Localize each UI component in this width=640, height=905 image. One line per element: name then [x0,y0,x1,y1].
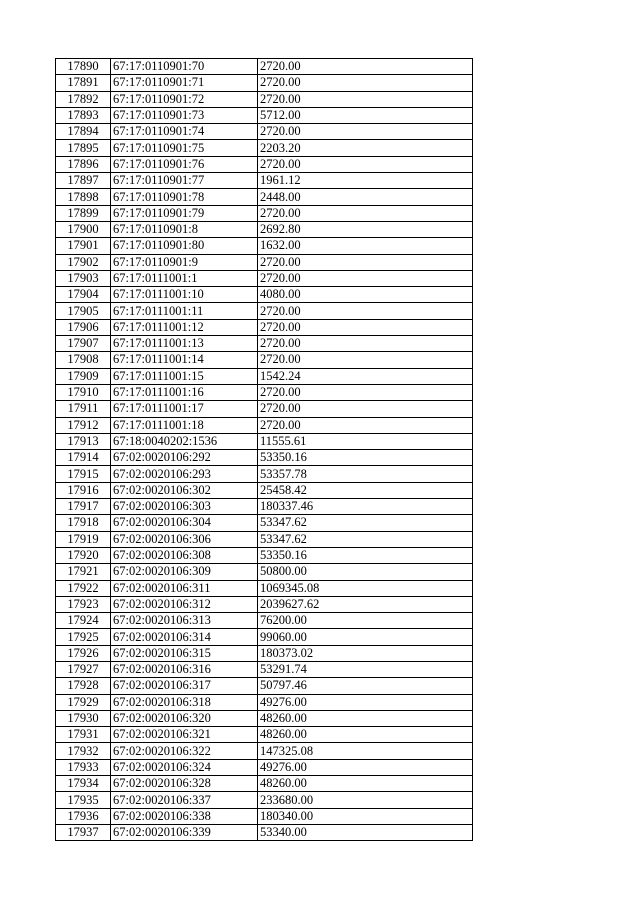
value-cell: 4080.00 [258,287,473,303]
table-row [56,759,473,775]
row-number-cell: 17908 [56,352,111,368]
value-cell: 99060.00 [258,629,473,645]
value-cell: 2720.00 [258,124,473,140]
cadastral-number-cell: 67:17:0110901:76 [111,156,258,172]
row-number-cell: 17896 [56,156,111,172]
value-cell: 5712.00 [258,107,473,123]
cadastral-number-cell: 67:17:0110901:8 [111,221,258,237]
value-cell: 2720.00 [258,270,473,286]
value-cell: 48260.00 [258,710,473,726]
value-cell: 180337.46 [258,499,473,515]
cadastral-number-cell: 67:17:0110901:9 [111,254,258,270]
value-cell: 53357.78 [258,466,473,482]
table-row [56,613,473,629]
cadastral-number-cell: 67:17:0110901:74 [111,124,258,140]
value-cell: 53291.74 [258,661,473,677]
table-row [56,645,473,661]
row-number-cell: 17894 [56,124,111,140]
cadastral-number-cell: 67:02:0020106:320 [111,710,258,726]
value-cell: 1632.00 [258,238,473,254]
table-row [56,596,473,612]
row-number-cell: 17933 [56,759,111,775]
row-number-cell: 17898 [56,189,111,205]
data-table [55,58,473,841]
table-row [56,824,473,840]
table-row [56,336,473,352]
value-cell: 180340.00 [258,808,473,824]
row-number-cell: 17893 [56,107,111,123]
cadastral-number-cell: 67:02:0020106:304 [111,515,258,531]
value-cell: 49276.00 [258,759,473,775]
row-number-cell: 17903 [56,270,111,286]
row-number-cell: 17920 [56,547,111,563]
table-row [56,384,473,400]
value-cell: 76200.00 [258,613,473,629]
row-number-cell: 17910 [56,384,111,400]
table-row [56,287,473,303]
cadastral-number-cell: 67:02:0020106:302 [111,482,258,498]
cadastral-number-cell: 67:02:0020106:311 [111,580,258,596]
table-row [56,482,473,498]
table-row [56,270,473,286]
value-cell: 53347.62 [258,515,473,531]
table-row [56,75,473,91]
table-row [56,91,473,107]
value-cell: 2720.00 [258,401,473,417]
row-number-cell: 17907 [56,336,111,352]
table-row [56,564,473,580]
value-cell: 11555.61 [258,433,473,449]
cadastral-number-cell: 67:02:0020106:312 [111,596,258,612]
table-row [56,107,473,123]
row-number-cell: 17904 [56,287,111,303]
cadastral-number-cell: 67:17:0111001:10 [111,287,258,303]
row-number-cell: 17917 [56,499,111,515]
cadastral-number-cell: 67:02:0020106:315 [111,645,258,661]
cadastral-number-cell: 67:17:0110901:73 [111,107,258,123]
value-cell: 2720.00 [258,75,473,91]
value-cell: 1542.24 [258,368,473,384]
cadastral-number-cell: 67:02:0020106:337 [111,792,258,808]
value-cell: 53347.62 [258,531,473,547]
row-number-cell: 17928 [56,678,111,694]
value-cell: 2448.00 [258,189,473,205]
value-cell: 233680.00 [258,792,473,808]
row-number-cell: 17897 [56,173,111,189]
cadastral-number-cell: 67:18:0040202:1536 [111,433,258,449]
table-row [56,743,473,759]
row-number-cell: 17902 [56,254,111,270]
value-cell: 2720.00 [258,59,473,75]
table-row [56,727,473,743]
value-cell: 2720.00 [258,336,473,352]
row-number-cell: 17901 [56,238,111,254]
row-number-cell: 17937 [56,824,111,840]
row-number-cell: 17935 [56,792,111,808]
value-cell: 2720.00 [258,384,473,400]
value-cell: 48260.00 [258,727,473,743]
row-number-cell: 17900 [56,221,111,237]
value-cell: 53350.16 [258,547,473,563]
row-number-cell: 17918 [56,515,111,531]
value-cell: 1961.12 [258,173,473,189]
table-row [56,140,473,156]
table-row [56,319,473,335]
value-cell: 180373.02 [258,645,473,661]
table-row [56,466,473,482]
cadastral-number-cell: 67:17:0110901:78 [111,189,258,205]
row-number-cell: 17915 [56,466,111,482]
table-row [56,629,473,645]
row-number-cell: 17926 [56,645,111,661]
cadastral-number-cell: 67:02:0020106:293 [111,466,258,482]
row-number-cell: 17911 [56,401,111,417]
row-number-cell: 17912 [56,417,111,433]
table-row [56,547,473,563]
table-row [56,450,473,466]
cadastral-number-cell: 67:17:0110901:79 [111,205,258,221]
row-number-cell: 17916 [56,482,111,498]
row-number-cell: 17931 [56,727,111,743]
row-number-cell: 17925 [56,629,111,645]
table-row [56,205,473,221]
value-cell: 50800.00 [258,564,473,580]
cadastral-number-cell: 67:02:0020106:317 [111,678,258,694]
value-cell: 2720.00 [258,352,473,368]
cadastral-number-cell: 67:02:0020106:328 [111,776,258,792]
value-cell: 48260.00 [258,776,473,792]
table-row [56,401,473,417]
value-cell: 2692.80 [258,221,473,237]
row-number-cell: 17932 [56,743,111,759]
value-cell: 49276.00 [258,694,473,710]
row-number-cell: 17927 [56,661,111,677]
table-row [56,124,473,140]
table-row [56,433,473,449]
row-number-cell: 17891 [56,75,111,91]
row-number-cell: 17906 [56,319,111,335]
value-cell: 2720.00 [258,156,473,172]
value-cell: 53350.16 [258,450,473,466]
value-cell: 2720.00 [258,205,473,221]
value-cell: 2039627.62 [258,596,473,612]
row-number-cell: 17936 [56,808,111,824]
cadastral-number-cell: 67:17:0111001:15 [111,368,258,384]
table-row [56,352,473,368]
cadastral-number-cell: 67:02:0020106:324 [111,759,258,775]
table-row [56,173,473,189]
cadastral-number-cell: 67:02:0020106:308 [111,547,258,563]
row-number-cell: 17930 [56,710,111,726]
table-row [56,417,473,433]
cadastral-number-cell: 67:02:0020106:314 [111,629,258,645]
cadastral-number-cell: 67:17:0111001:11 [111,303,258,319]
cadastral-number-cell: 67:02:0020106:303 [111,499,258,515]
value-cell: 53340.00 [258,824,473,840]
cadastral-number-cell: 67:02:0020106:322 [111,743,258,759]
table-row [56,808,473,824]
cadastral-number-cell: 67:02:0020106:313 [111,613,258,629]
table-row [56,515,473,531]
table-row [56,59,473,75]
row-number-cell: 17899 [56,205,111,221]
row-number-cell: 17921 [56,564,111,580]
cadastral-number-cell: 67:17:0110901:75 [111,140,258,156]
value-cell: 2203.20 [258,140,473,156]
cadastral-number-cell: 67:17:0111001:1 [111,270,258,286]
table-row [56,531,473,547]
row-number-cell: 17924 [56,613,111,629]
row-number-cell: 17914 [56,450,111,466]
cadastral-number-cell: 67:02:0020106:339 [111,824,258,840]
table-row [56,254,473,270]
cadastral-number-cell: 67:02:0020106:318 [111,694,258,710]
cadastral-number-cell: 67:02:0020106:309 [111,564,258,580]
row-number-cell: 17913 [56,433,111,449]
cadastral-number-cell: 67:17:0111001:16 [111,384,258,400]
table-row [56,156,473,172]
cadastral-number-cell: 67:17:0111001:14 [111,352,258,368]
table-row [56,368,473,384]
table-row [56,238,473,254]
table-row [56,221,473,237]
row-number-cell: 17919 [56,531,111,547]
value-cell: 2720.00 [258,91,473,107]
row-number-cell: 17922 [56,580,111,596]
table-row [56,303,473,319]
cadastral-number-cell: 67:02:0020106:316 [111,661,258,677]
row-number-cell: 17909 [56,368,111,384]
cadastral-number-cell: 67:17:0110901:72 [111,91,258,107]
value-cell: 2720.00 [258,417,473,433]
cadastral-number-cell: 67:17:0110901:70 [111,59,258,75]
cadastral-number-cell: 67:17:0110901:80 [111,238,258,254]
cadastral-number-cell: 67:02:0020106:321 [111,727,258,743]
table-row [56,694,473,710]
table-row [56,792,473,808]
table-row [56,580,473,596]
table-row [56,661,473,677]
cadastral-number-cell: 67:17:0110901:71 [111,75,258,91]
cadastral-number-cell: 67:17:0111001:18 [111,417,258,433]
cadastral-number-cell: 67:02:0020106:292 [111,450,258,466]
value-cell: 2720.00 [258,303,473,319]
value-cell: 25458.42 [258,482,473,498]
table-row [56,189,473,205]
row-number-cell: 17890 [56,59,111,75]
table-row [56,499,473,515]
cadastral-number-cell: 67:17:0111001:17 [111,401,258,417]
table-row [56,710,473,726]
cadastral-number-cell: 67:02:0020106:306 [111,531,258,547]
cadastral-number-cell: 67:17:0111001:13 [111,336,258,352]
cadastral-number-cell: 67:17:0111001:12 [111,319,258,335]
row-number-cell: 17895 [56,140,111,156]
value-cell: 2720.00 [258,254,473,270]
table-row [56,678,473,694]
value-cell: 1069345.08 [258,580,473,596]
table-row [56,776,473,792]
row-number-cell: 17929 [56,694,111,710]
cadastral-number-cell: 67:17:0110901:77 [111,173,258,189]
value-cell: 147325.08 [258,743,473,759]
cadastral-number-cell: 67:02:0020106:338 [111,808,258,824]
row-number-cell: 17892 [56,91,111,107]
value-cell: 2720.00 [258,319,473,335]
row-number-cell: 17923 [56,596,111,612]
value-cell: 50797.46 [258,678,473,694]
table-body [56,59,473,841]
row-number-cell: 17934 [56,776,111,792]
row-number-cell: 17905 [56,303,111,319]
